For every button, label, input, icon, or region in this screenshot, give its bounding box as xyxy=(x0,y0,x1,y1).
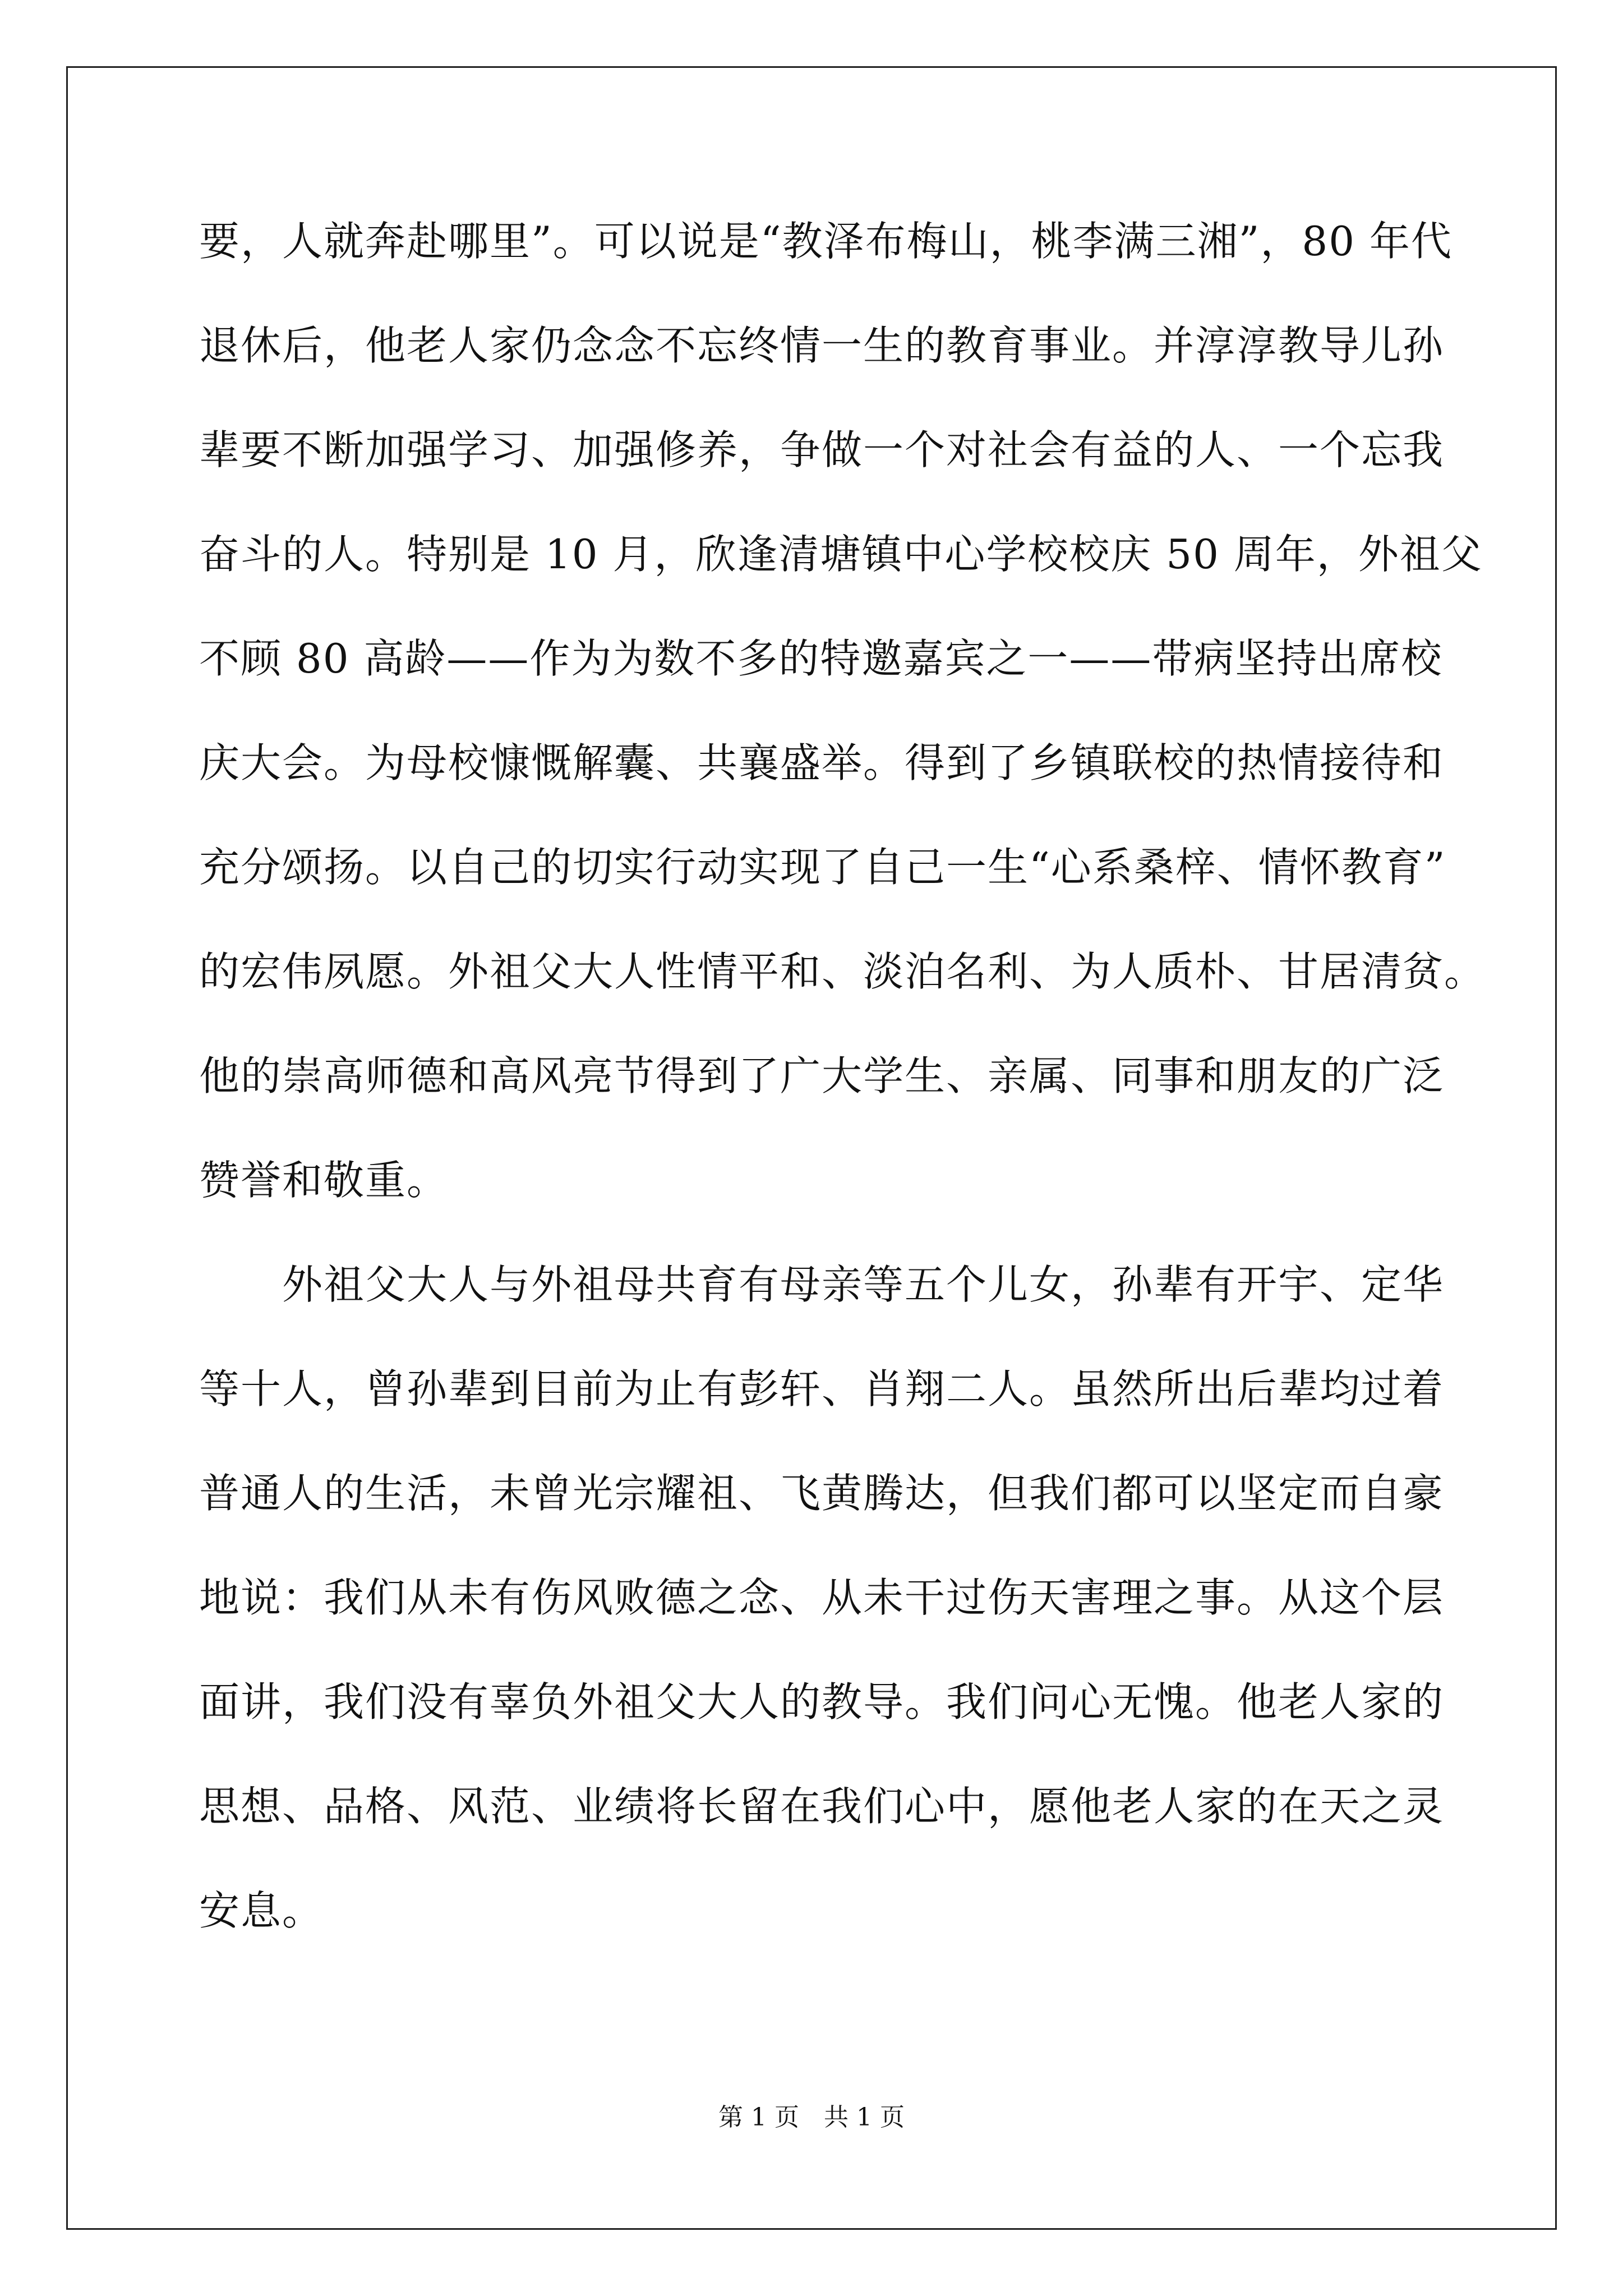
text-line: 他的崇高师德和高风亮节得到了广大学生、亲属、同事和朋友的广泛 xyxy=(199,1052,1445,1099)
text-line: 要，人就奔赴哪里”。可以说是“教泽布梅山，桃李满三湘”，80 年代 xyxy=(199,218,1453,265)
text-line: 外祖父大人与外祖母共育有母亲等五个儿女，孙辈有开宇、定华 xyxy=(199,1261,1445,1308)
text-line: 奋斗的人。特别是 10 月，欣逢清塘镇中心学校校庆 50 周年，外祖父 xyxy=(199,531,1483,578)
text-line: 思想、品格、风范、业绩将长留在我们心中，愿他老人家的在天之灵 xyxy=(199,1783,1445,1830)
page-footer: 第 1 页 共 1 页 xyxy=(718,2103,905,2132)
text-line: 普通人的生活，未曾光宗耀祖、飞黄腾达，但我们都可以坚定而自豪 xyxy=(199,1470,1445,1517)
text-line: 辈要不断加强学习、加强修养，争做一个对社会有益的人、一个忘我 xyxy=(199,426,1445,473)
text-line: 安息。 xyxy=(199,1887,324,1934)
text-line: 退休后，他老人家仍念念不忘终情一生的教育事业。并淳淳教导儿孙 xyxy=(199,322,1445,369)
text-line: 等十人，曾孙辈到目前为止有彭轩、肖翔二人。虽然所出后辈均过着 xyxy=(199,1365,1445,1412)
text-line: 的宏伟夙愿。外祖父大人性情平和、淡泊名利、为人质朴、甘居清贫。 xyxy=(199,948,1486,995)
text-line: 不顾 80 高龄——作为为数不多的特邀嘉宾之一——带病坚持出席校 xyxy=(199,635,1443,682)
document-body xyxy=(199,213,1486,1987)
text-line: 庆大会。为母校慷慨解囊、共襄盛举。得到了乡镇联校的热情接待和 xyxy=(199,739,1445,786)
text-line: 面讲，我们没有辜负外祖父大人的教导。我们问心无愧。他老人家的 xyxy=(199,1678,1445,1726)
text-line: 充分颂扬。以自己的切实行动实现了自己一生“心系桑梓、情怀教育” xyxy=(199,844,1446,891)
text-line: 地说：我们从未有伤风败德之念、从未干过伤天害理之事。从这个层 xyxy=(199,1574,1445,1621)
text-line: 赞誉和敬重。 xyxy=(199,1157,449,1204)
